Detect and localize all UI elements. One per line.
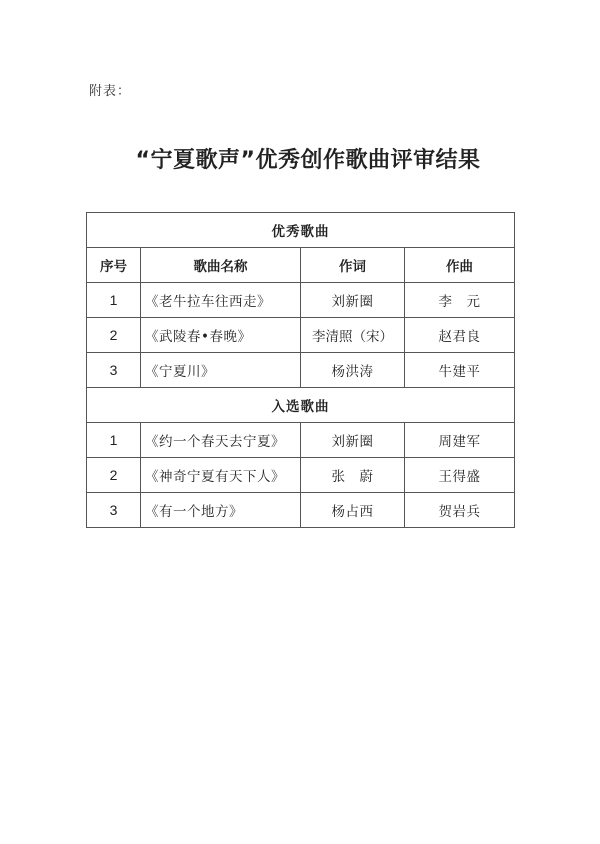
column-header-song: 歌曲名称 — [141, 248, 301, 283]
lyricist: 杨洪涛 — [301, 353, 405, 388]
column-header-row — [87, 248, 515, 283]
song-title: 《武陵春•春晚》 — [141, 318, 301, 353]
table-row — [87, 458, 515, 493]
song-title: 《老牛拉车往西走》 — [141, 283, 301, 318]
lyricist: 杨占西 — [301, 493, 405, 528]
table-row — [87, 423, 515, 458]
table-row — [87, 283, 515, 318]
lyricist: 李清照（宋） — [301, 318, 405, 353]
attachment-label: 附表： — [89, 84, 132, 99]
song-title: 《约一个春天去宁夏》 — [141, 423, 301, 458]
document-title: “宁夏歌声”优秀创作歌曲评审结果 — [135, 148, 481, 173]
lyricist: 刘新圈 — [301, 283, 405, 318]
composer: 李 元 — [405, 283, 515, 318]
lyricist: 张 蔚 — [301, 458, 405, 493]
composer: 周建军 — [405, 423, 515, 458]
section-title: 优秀歌曲 — [87, 213, 515, 248]
column-header-lyricist: 作词 — [301, 248, 405, 283]
row-number: 2 — [87, 458, 141, 493]
composer: 王得盛 — [405, 458, 515, 493]
table-row — [87, 318, 515, 353]
column-header-number: 序号 — [87, 248, 141, 283]
composer: 贺岩兵 — [405, 493, 515, 528]
column-header-composer: 作曲 — [405, 248, 515, 283]
section-header-row — [87, 213, 515, 248]
song-title: 《神奇宁夏有天下人》 — [141, 458, 301, 493]
table-row — [87, 353, 515, 388]
row-number: 3 — [87, 493, 141, 528]
section-header-row — [87, 388, 515, 423]
row-number: 1 — [87, 283, 141, 318]
row-number: 2 — [87, 318, 141, 353]
song-title: 《宁夏川》 — [141, 353, 301, 388]
row-number: 3 — [87, 353, 141, 388]
section-title: 入选歌曲 — [87, 388, 515, 423]
results-table — [86, 212, 515, 528]
table-row — [87, 493, 515, 528]
composer: 牛建平 — [405, 353, 515, 388]
lyricist: 刘新圈 — [301, 423, 405, 458]
song-title: 《有一个地方》 — [141, 493, 301, 528]
composer: 赵君良 — [405, 318, 515, 353]
row-number: 1 — [87, 423, 141, 458]
